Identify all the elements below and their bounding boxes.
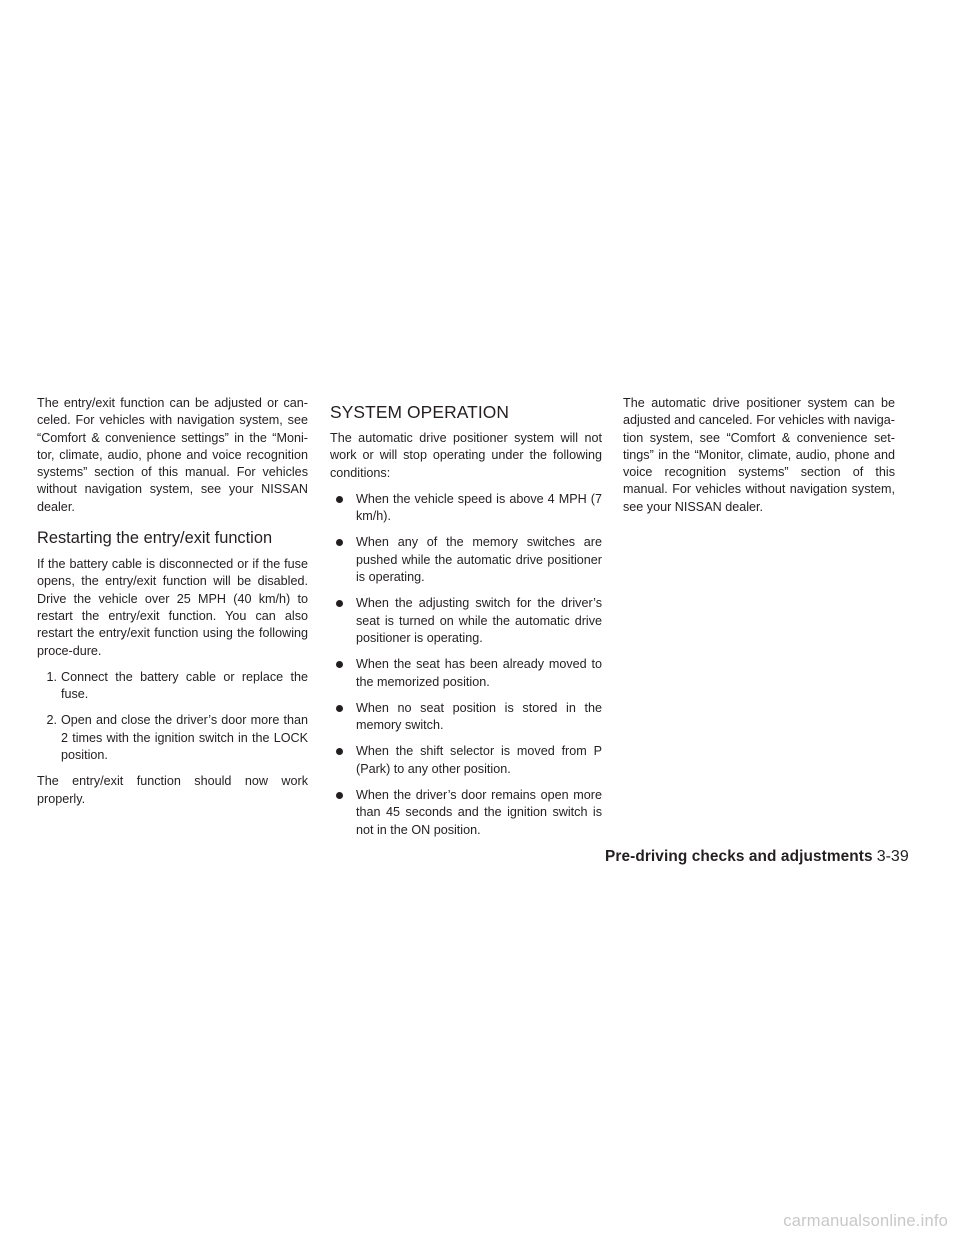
list-item [330,656,602,691]
list-item-text: When the vehicle speed is above 4 MPH (7 km/h). [356,491,602,524]
bullet-icon [336,792,343,799]
conditions-intro: The automatic drive positioner system will not work or will stop operating under the following conditions: [330,431,602,480]
closing-paragraph: The entry/exit function should now work properly. [37,774,308,806]
bullet-icon [336,748,343,755]
conditions-list [330,491,602,839]
bullet-icon [336,496,343,503]
step-item [37,669,308,704]
section-subheading: Restarting the entry/exit function [37,529,273,548]
list-item-text: When the adjusting switch for the driver’s seat is turned on while the automatic drive positioner is operating. [356,596,602,645]
bullet-icon [336,600,343,607]
footer-section-title: Pre-driving checks and adjustments [605,848,873,865]
left-column [37,395,308,817]
right-column [623,395,895,525]
list-item-text: When any of the memory switches are pushed while the automatic drive positioner is operating. [356,535,602,585]
list-item-text: When the seat has been already moved to the memorized position. [356,657,602,689]
list-item [330,534,602,586]
list-item [330,743,602,778]
section-heading: SYSTEM OPERATION [330,402,510,422]
bullet-icon [336,705,343,712]
list-item [330,491,602,526]
list-item [330,787,602,839]
body-paragraph: The automatic drive positioner system can be adjusted and canceled. For vehicles with naviga-tion system, see “Comfort & convenience set-tings” in the “Monitor, climate, audio, phone and voice recognition systems” section of this manual. For vehicles without navigation system, see your NISSAN dealer. [623,396,895,514]
step-number: 2. [46,713,57,728]
intro-paragraph: The entry/exit function can be adjusted or can-celed. For vehicles with navigation system, see “Comfort & convenience settings” in the “Moni-tor, climate, audio, phone and voice recognition systems” section of this manual. For vehicles without navigation system, see your NISSAN dealer. [37,396,308,514]
bullet-icon [336,661,343,668]
body-paragraph: If the battery cable is disconnected or if the fuse opens, the entry/exit function will be disabled. Drive the vehicle over 25 MPH (40 km/h) to restart the entry/exit function. You can also restart the entry/exit function using the following proce-dure. [37,557,308,658]
step-list [37,669,308,764]
list-item [330,595,602,647]
step-number: 1. [46,669,57,684]
page-number: 3-39 [876,848,909,865]
step-item [37,712,308,764]
list-item-text: When the driver’s door remains open more than 45 seconds and the ignition switch is not in the ON position. [356,788,602,837]
step-text: Open and close the driver’s door more than 2 times with the ignition switch in the LOCK position. [61,713,308,763]
middle-column [330,395,602,848]
list-item [330,700,602,735]
list-item-text: When no seat position is stored in the memory switch. [356,700,602,733]
watermark: carmanualsonline.info [783,1212,948,1230]
page-footer [605,848,909,866]
bullet-icon [336,539,343,546]
step-text: Connect the battery cable or replace the fuse. [61,669,308,702]
list-item-text: When the shift selector is moved from P (Park) to any other position. [356,744,602,776]
